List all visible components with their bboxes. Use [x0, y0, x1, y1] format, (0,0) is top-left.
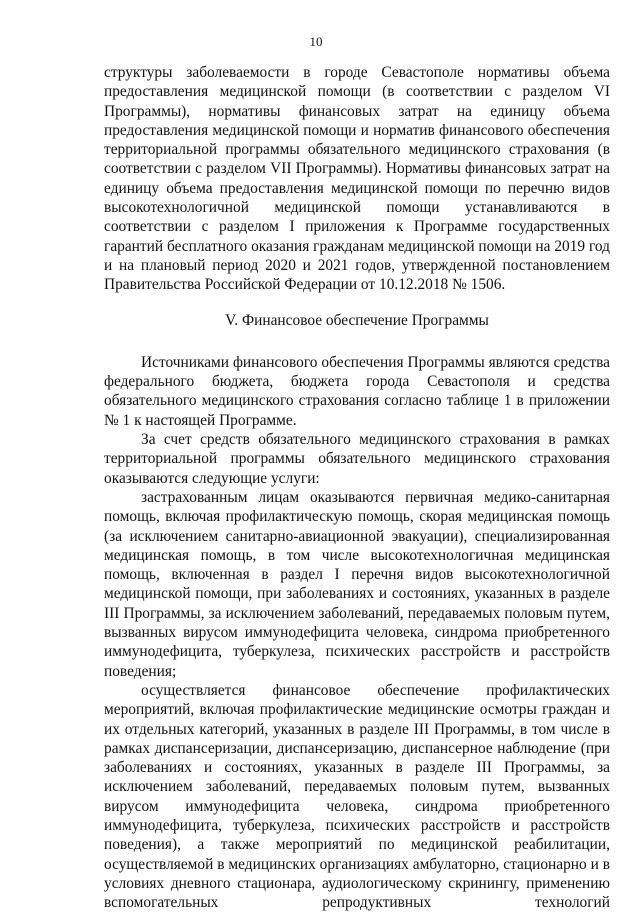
paragraph-oms-services-intro: За счет средств обязательного медицинского страхования в рамках территориальной программы обязательного медицинского страхования оказываются следующие услуги:: [104, 431, 610, 487]
paragraph-funding-sources: Источниками финансового обеспечения Программы являются средства федерального бюджета, бюджета города Севастополя и средства обязательного медицинского страхования согласно таблице 1 в приложении № 1 к настоящей Программе.: [104, 353, 610, 429]
paragraph-preventive-measures: осуществляется финансовое обеспечение профилактических мероприятий, включая профилактические медицинские осмотры граждан и их отдельных категорий, указанных в разделе III Программы, в том числе в рамках диспансеризации, диспансеризацию, диспансерное наблюдение (при заболеваниях и состояниях, указанных в разделе III Программы, за исключением заболеваний, передаваемых половым путем, вызванных вирусом иммунодефицита человека, синдрома приобретенного иммунодефицита, туберкулеза, психических расстройств и расстройств поведения), а также мероприятий по медицинской реабилитации, осуществляемой в медицинских организациях амбулаторно, стационарно и в условиях дневного стационара, аудиологическому скринингу, применению вспомогательных репродуктивных технологий: [104, 681, 610, 912]
paragraph-normatives: структуры заболеваемости в городе Севастополе нормативы объема предоставления медицинской помощи (в соответствии с разделом VI Программы), нормативы финансовых затрат на единицу объема предоставления медицинской помощи и норматив финансового обеспечения территориальной программы обязательного медицинского страхования (в соответствии с разделом VII Программы). Нормативы финансовых затрат на единицу объема предоставления медицинской помощи по перечню видов высокотехнологичной медицинской помощи устанавливаются в соответствии с разделом I приложения к Программе государственных гарантий бесплатного оказания гражданам медицинской помощи на 2019 год и на плановый период 2020 и 2021 годов, утвержденной постановлением Правительства Российской Федерации от 10.12.2018 № 1506.: [104, 64, 610, 294]
section-heading: V. Финансовое обеспечение Программы: [225, 311, 489, 329]
paragraph-insured-care: застрахованным лицам оказываются первичная медико-санитарная помощь, включая профилактическую помощь, скорая медицинская помощь (за исключением санитарно-авиационной эвакуации), специализированная медицинская помощь, в том числе высокотехнологичная медицинская помощь, включенная в раздел I перечня видов высокотехнологичной медицинской помощи, при заболеваниях и состояниях, указанных в разделе III Программы, за исключением заболеваний, передаваемых половым путем, вызванных вирусом иммунодефицита человека, синдрома приобретенного иммунодефицита, туберкулеза, психических расстройств и расстройств поведения;: [104, 488, 610, 680]
document-body: [104, 63, 610, 912]
page-number: 10: [309, 34, 323, 49]
